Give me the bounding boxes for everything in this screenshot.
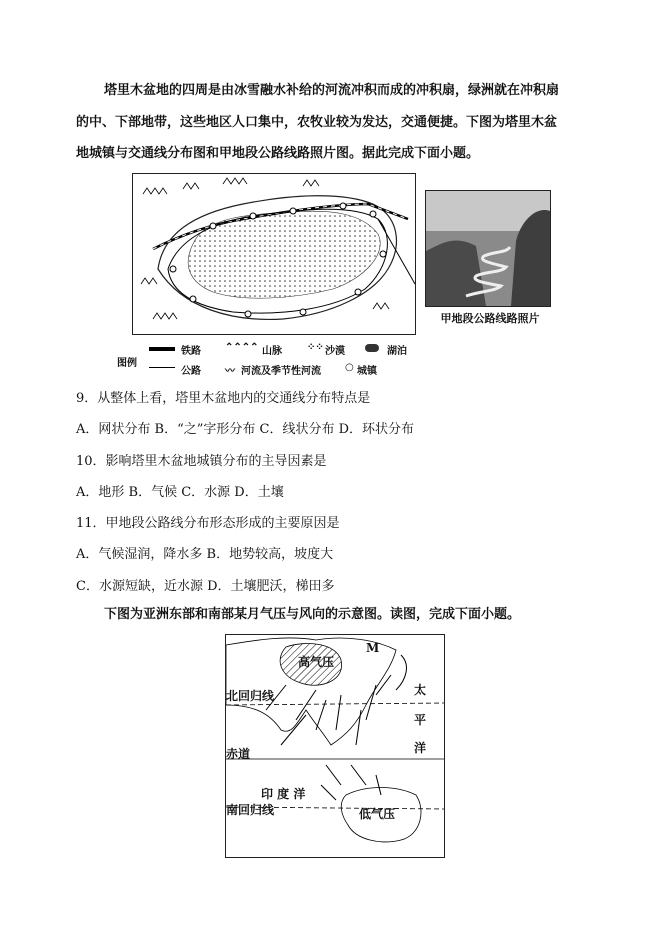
question-10-options: A．地形 B．气候 C．水源 D．土壤 [76,485,284,500]
question-11-options-1: A．气候湿润，降水多 B．地势较高，坡度大 [76,547,334,562]
town-legend-icon: ○ [345,362,354,373]
lake-legend-icon [365,344,379,352]
legend-highway: 公路 [181,366,201,377]
question-11-stem: 11．甲地段公路线分布形态形成的主要原因是 [76,516,340,531]
low-pressure-label: 低气压 [359,807,396,821]
intro-line-2: 的中、下部地带，这些地区人口集中，农牧业较为发达，交通便捷。下图为塔里木盆 [76,115,558,130]
intro-line-1: 塔里木盆地的四周是由冰雪融水补给的河流冲积而成的冲积扇，绿洲就在冲积扇 [104,83,560,98]
point-m-label: M [366,641,380,655]
legend-railway: 铁路 [181,346,201,357]
asia-pressure-map [225,634,445,858]
tropic-north-label: 北回归线 [226,689,275,703]
tarim-basin-map [132,173,416,335]
legend-desert: 沙漠 [325,346,345,357]
railway-symbol [149,347,175,351]
highway-symbol [149,367,175,368]
tarim-map-drawing [133,174,415,334]
question-9-stem: 9．从整体上看，塔里木盆地内的交通线分布特点是 [76,391,371,406]
photo-drawing [426,191,550,306]
japan [396,655,406,690]
legend-river: 河流及季节性河流 [241,366,321,377]
pacific-char-3: 洋 [414,741,427,755]
intro-2: 下图为亚洲东部和南部某月气压与风向的示意图。读图，完成下面小题。 [104,607,521,622]
desert-legend-icon: ⁘⁘ [307,342,324,353]
question-9-options: A．网状分布 B．“之”字形分布 C．线状分布 D．环状分布 [76,422,415,437]
equator-label: 赤道 [226,747,251,761]
mountain-legend-icon: ⌃⌃⌃⌃ [225,342,259,353]
legend-title: 图例 [117,358,137,369]
high-pressure-label: 高气压 [298,655,335,669]
photo-caption: 甲地段公路线路照片 [440,312,540,325]
legend-town: 城镇 [357,366,377,377]
pacific-char-2: 平 [414,713,427,727]
question-10-stem: 10．影响塔里木盆地城镇分布的主导因素是 [76,454,327,469]
legend-mountain: 山脉 [262,346,282,357]
pacific-char-1: 太 [414,683,427,697]
question-11-options-2: C．水源短缺，近水源 D．土壤肥沃，梯田多 [76,579,335,594]
legend-lake: 湖泊 [387,346,407,357]
map-legend [117,342,417,378]
indian-ocean-label: 印 度 洋 [261,787,306,801]
asia-map-drawing [226,635,444,857]
intro-line-3: 地城镇与交通线分布图和甲地段公路线路照片图。据此完成下面小题。 [76,146,480,161]
road-photo [425,190,551,307]
tropic-south-label: 南回归线 [226,803,275,817]
river-legend-icon: 〰 [225,366,235,377]
